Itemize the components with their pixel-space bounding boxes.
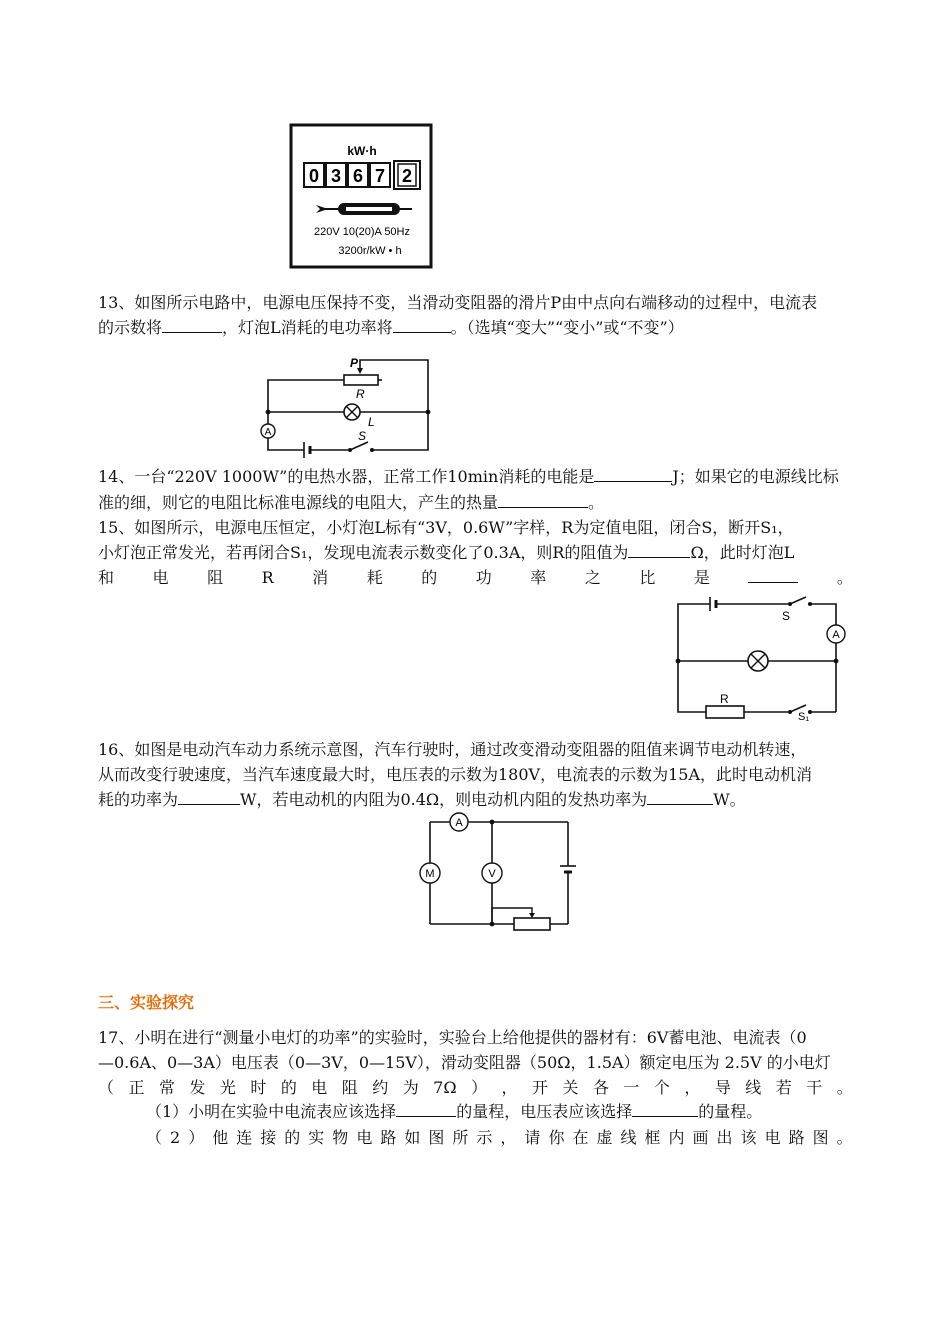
q15-line2 (98, 541, 853, 565)
text-span: 实 (308, 1128, 325, 1147)
q15-battery-icon (710, 597, 716, 611)
meter-digit: 0 (308, 166, 320, 186)
text-span: 常 (158, 1078, 175, 1097)
q13-battery-icon (304, 442, 310, 458)
text-span: A (264, 427, 272, 438)
text-span: 开 (532, 1078, 549, 1097)
text-span: 率 (530, 568, 547, 587)
text-span: 7Ω (433, 1078, 457, 1097)
q15-answer-blank-1[interactable] (628, 541, 690, 558)
electric-meter-figure (282, 120, 442, 272)
q13-label-r: R (356, 387, 365, 401)
text-span: 的 (421, 568, 438, 587)
text-span: 的示数将 (98, 318, 163, 337)
q16-line1: 16、如图是电动汽车动力系统示意图，汽车行驶时，通过改变滑动变阻器的阻值来调节电动机转速， (98, 740, 807, 759)
text-span: 该 (740, 1128, 757, 1147)
text-span: 你 (548, 1128, 565, 1147)
q14-line1 (98, 465, 853, 489)
q16-battery-icon (560, 866, 576, 872)
q14-answer-blank-1[interactable] (594, 465, 672, 482)
meter-digit: 7 (374, 166, 386, 186)
text-span: 一 (623, 1078, 640, 1097)
text-span: V (488, 868, 496, 880)
text-span: 电 (311, 1078, 328, 1097)
text-span: ， (684, 1078, 701, 1097)
text-span: 若 (775, 1078, 792, 1097)
text-span: 物 (332, 1128, 349, 1147)
text-span: 。 (836, 568, 853, 587)
text-span: A (455, 817, 463, 829)
text-span: J；如果它的电源线比标 (672, 467, 839, 486)
q13-rheostat (344, 375, 378, 385)
text-span: 功 (475, 568, 492, 587)
text-span: 和 (98, 568, 115, 587)
q13-label-l: L (368, 415, 375, 429)
q13-answer-blank-2[interactable] (393, 316, 451, 333)
text-span: 。 (588, 493, 605, 512)
q15-label-s1: S₁ (798, 711, 810, 722)
text-span: 的 (284, 1128, 301, 1147)
text-span: W，若电动机的内阻为0.4Ω，则电动机内阻的发热功率为 (240, 790, 648, 809)
text-span: 请 (524, 1128, 541, 1147)
text-span: 各 (592, 1078, 609, 1097)
text-span: 的量程，电压表应该选择 (456, 1102, 633, 1121)
q16-circuit-figure (414, 812, 586, 936)
q16-rheostat (514, 918, 550, 930)
text-span: 虚 (596, 1128, 613, 1147)
meter-spec: 220V 10(20)A 50Hz (313, 226, 411, 238)
q17-line2: —0.6A、0—3A）电压表（0—3V，0—15V），滑动变阻器（50Ω，1.5A）额定电压为 2.5V 的小电灯 (98, 1053, 831, 1072)
text-span: 2 (170, 1128, 181, 1147)
text-span: 内 (668, 1128, 685, 1147)
text-span: （ (146, 1128, 163, 1147)
text-span: 阻 (341, 1078, 358, 1097)
text-span: 。 (836, 1078, 853, 1097)
text-span: 小灯泡正常发光，若再闭合S₁，发现电流表示数变化了0.3A，则R的阻值为 (98, 543, 629, 562)
text-span: 的 (280, 1078, 297, 1097)
q15-switch-s-icon (788, 597, 812, 606)
text-span: 路 (788, 1128, 805, 1147)
text-span: ） (188, 1128, 205, 1147)
text-span: 耗 (366, 568, 383, 587)
text-span: 是 (693, 568, 710, 587)
text-span: 发 (189, 1078, 206, 1097)
meter-rev: 3200r/kW • h (338, 245, 402, 257)
q16-voltmeter-icon (482, 863, 502, 883)
text-span: 他 (212, 1128, 229, 1147)
text-span: 之 (584, 568, 601, 587)
text-span: 连 (236, 1128, 253, 1147)
text-span: 14、一台“220V 1000W”的电热水器，正常工作10min消耗的电能是 (98, 467, 595, 486)
text-span: 画 (692, 1128, 709, 1147)
q15-line3 (98, 566, 853, 590)
meter-digit: 6 (352, 166, 364, 186)
text-span: 路 (380, 1128, 397, 1147)
text-span: 导 (714, 1078, 731, 1097)
text-span: 。 (836, 1128, 853, 1147)
text-span: 电 (356, 1128, 373, 1147)
q17-answer-blank-1[interactable] (396, 1100, 456, 1117)
text-span: 个 (653, 1078, 670, 1097)
q15-answer-blank-2[interactable] (748, 566, 798, 583)
text-span: 图 (428, 1128, 445, 1147)
text-span: ，灯泡L消耗的电功率将 (222, 318, 393, 337)
q16-line3 (98, 788, 853, 812)
section-3-title: 三、实验探究 (98, 993, 195, 1012)
text-span: 在 (572, 1128, 589, 1147)
q17-line1: 17、小明在进行“测量小电灯的功率”的实验时，实验台上给他提供的器材有：6V蓄电池、电流表（0 (98, 1028, 807, 1047)
q16-answer-blank-1[interactable] (178, 788, 240, 805)
meter-digit-last: 2 (401, 166, 413, 186)
q15-line1: 15、如图所示，电源电压恒定，小灯泡L标有“3V，0.6W”字样，R为定值电阻，闭合S，断开S₁， (98, 518, 794, 537)
q17-answer-blank-2[interactable] (632, 1100, 698, 1117)
text-span: 框 (644, 1128, 661, 1147)
text-span: 干 (806, 1078, 823, 1097)
text-span: 耗的功率为 (98, 790, 179, 809)
text-span: 示 (476, 1128, 493, 1147)
q15-label-r: R (720, 692, 729, 706)
text-span: A (832, 629, 840, 641)
text-span: 正 (128, 1078, 145, 1097)
q13-switch-icon (348, 442, 374, 452)
text-span: 所 (452, 1128, 469, 1147)
text-span: 关 (562, 1078, 579, 1097)
text-span: 约 (372, 1078, 389, 1097)
q13-ammeter-icon (261, 424, 275, 438)
q16-ammeter-icon (450, 813, 468, 831)
meter-unit: kW·h (347, 144, 377, 158)
meter-digit: 3 (330, 166, 342, 186)
text-span: R (261, 568, 274, 587)
q14-line2 (98, 491, 853, 515)
text-span: 线 (745, 1078, 762, 1097)
q13-label-s: S (358, 429, 367, 443)
text-span: 为 (402, 1078, 419, 1097)
text-span: 电 (764, 1128, 781, 1147)
q15-circuit-figure (670, 594, 852, 722)
q16-motor-icon (420, 863, 440, 883)
text-span: ） (471, 1078, 488, 1097)
text-span: 比 (639, 568, 656, 587)
text-span: 。（选填“变大”“变小”或“不变”） (450, 318, 684, 337)
q17-sub1 (146, 1100, 853, 1124)
text-span: ， (501, 1078, 518, 1097)
q13-circuit-figure (248, 350, 444, 462)
q16-line2: 从而改变行驶速度，当汽车速度最大时，电压表的示数为180V，电流表的示数为15A，此时电动机消 (98, 765, 813, 784)
text-span: （1）小明在实验中电流表应该选择 (146, 1102, 397, 1121)
text-span: 接 (260, 1128, 277, 1147)
q15-resistor (706, 706, 744, 718)
text-span: M (425, 868, 435, 880)
text-span: 光 (219, 1078, 236, 1097)
q14-answer-blank-2[interactable] (498, 491, 588, 508)
text-span: 时 (250, 1078, 267, 1097)
q15-lamp-icon (748, 651, 768, 671)
q17-sub2 (146, 1126, 853, 1150)
text-span: 电 (152, 568, 169, 587)
q16-answer-blank-2[interactable] (647, 788, 713, 805)
text-span: ， (500, 1128, 517, 1147)
q13-label-p: P (350, 356, 359, 370)
text-span: （ (98, 1078, 115, 1097)
q17-line3 (98, 1076, 853, 1100)
text-span: 出 (716, 1128, 733, 1147)
text-span: 的量程。 (698, 1102, 763, 1121)
text-span: 准的细，则它的电阻比标准电源线的电阻大，产生的热量 (98, 493, 499, 512)
q13-line2 (98, 316, 853, 340)
q13-answer-blank-1[interactable] (162, 316, 222, 333)
text-span: 线 (620, 1128, 637, 1147)
text-span: W。 (713, 790, 746, 809)
text-span: Ω，此时灯泡L (690, 543, 795, 562)
text-span: 消 (312, 568, 329, 587)
text-span: 图 (812, 1128, 829, 1147)
q13-lamp-icon (344, 404, 360, 420)
q13-line1: 13、如图所示电路中，电源电压保持不变，当滑动变阻器的滑片P由中点向右端移动的过程中，电流表 (98, 293, 818, 312)
q15-ammeter-icon (827, 625, 845, 643)
q15-label-s: S (782, 609, 791, 623)
text-span: 如 (404, 1128, 421, 1147)
text-span: 阻 (207, 568, 224, 587)
